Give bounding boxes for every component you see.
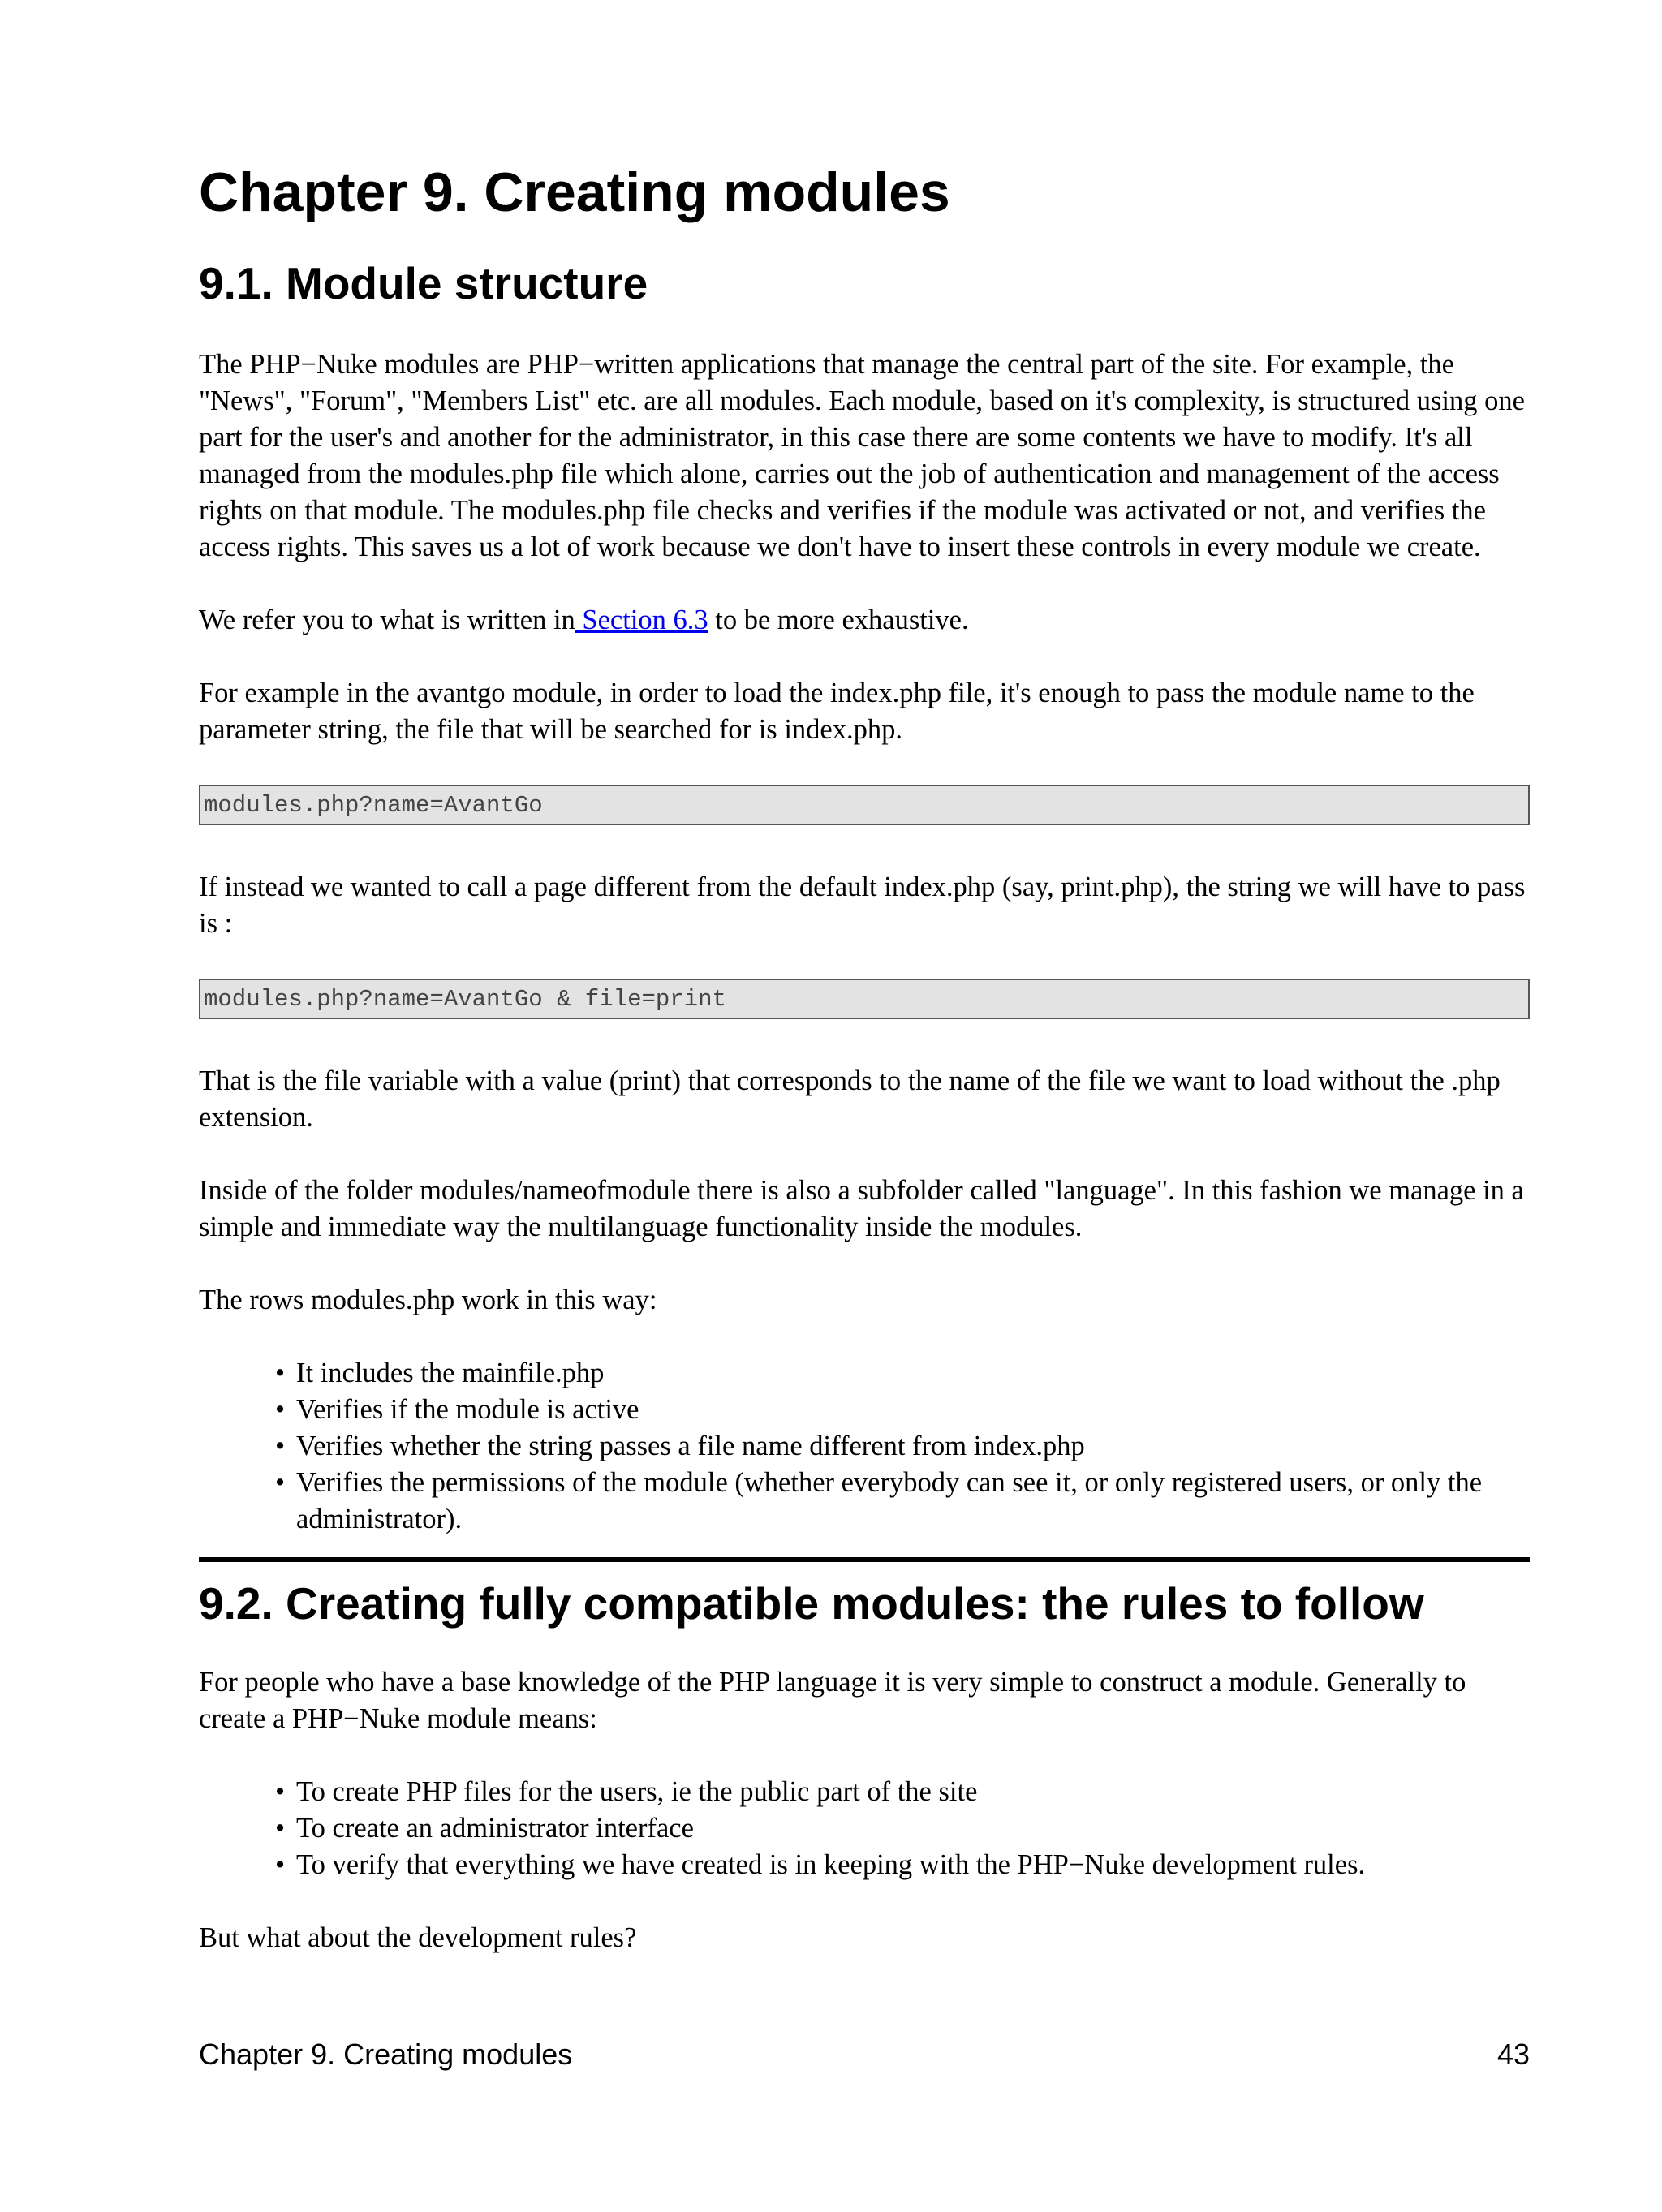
section-6-3-link[interactable]: Section 6.3 [575, 605, 708, 636]
list-item [275, 1355, 1530, 1392]
footer-chapter-title: Chapter 9. Creating modules [199, 2038, 573, 2071]
code-block-avantgo-print: modules.php?name=AvantGo & file=print [199, 979, 1530, 1019]
section-divider [199, 1557, 1530, 1562]
paragraph-base-knowledge: For people who have a base knowledge of the PHP language it is very simple to construct a module. Generally to create a PHP−Nuke module means: [199, 1666, 1466, 1734]
bullet-icon: • [275, 1431, 286, 1462]
document-page [199, 146, 1530, 1993]
paragraph-file-variable: That is the file variable with a value (print) that corresponds to the name of the file we want to load without the .php extension. [199, 1065, 1501, 1134]
list-item [275, 1847, 1530, 1883]
section-title-compatible-modules: 9.2. Creating fully compatible modules: the rules to follow [199, 1578, 1424, 1629]
chapter-title: Chapter 9. Creating modules [199, 161, 950, 223]
bullet-icon: • [275, 1812, 286, 1844]
list-item-text: It includes the mainfile.php [296, 1358, 605, 1389]
list-item [275, 1810, 1530, 1847]
paragraph-refer-section [199, 602, 1530, 639]
paragraph-different-page: If instead we wanted to call a page different from the default index.php (say, print.php), the string we will have to pass is : [199, 871, 1526, 940]
paragraph-development-rules: But what about the development rules? [199, 1922, 637, 1953]
bullet-icon: • [275, 1358, 286, 1389]
footer-page-number: 43 [1496, 2038, 1530, 2071]
list-item-text: Verifies the permissions of the module (whether everybody can see it, or only registered users, or only the administrator). [296, 1467, 1483, 1535]
paragraph-language-folder: Inside of the folder modules/nameofmodule there is also a subfolder called "language". In this fashion we manage in a simple and immediate way the multilanguage functionality inside the modules. [199, 1175, 1524, 1243]
list-item-text: Verifies whether the string passes a file name different from index.php [296, 1431, 1085, 1462]
list-item-text: To create PHP files for the users, ie the public part of the site [296, 1775, 978, 1807]
list-item [275, 1774, 1530, 1810]
bullet-icon: • [275, 1848, 286, 1880]
list-item [275, 1428, 1530, 1465]
refer-text-after: to be more exhaustive. [708, 605, 969, 636]
list-item-text: To verify that everything we have created is in keeping with the PHP−Nuke development rules. [296, 1848, 1366, 1880]
bullet-icon: • [275, 1467, 286, 1499]
module-steps-list [199, 1355, 1530, 1538]
bullet-icon: • [275, 1775, 286, 1807]
paragraph-modules-intro: The PHP−Nuke modules are PHP−written applications that manage the central part of the site. For example, the "News", "Forum", "Members List" etc. are all modules. Each module, based on it's complexity, is structured using one part for the user's and another for the administrator, in this case there are some contents we have to modify. It's all managed from the modules.php file which alone, carries out the job of authentication and management of the access rights on that module. The modules.php file checks and verifies if the module was activated or not, and verifies the access rights. This saves us a lot of work because we don't have to insert these controls in every module we create. [199, 349, 1525, 563]
refer-text: We refer you to what is written in [199, 605, 575, 636]
list-item-text: Verifies if the module is active [296, 1394, 639, 1426]
bullet-icon: • [275, 1394, 286, 1426]
list-item [275, 1392, 1530, 1428]
list-item [275, 1465, 1530, 1538]
list-item-text: To create an administrator interface [296, 1812, 694, 1844]
create-module-list [199, 1774, 1530, 1883]
code-block-avantgo: modules.php?name=AvantGo [199, 785, 1530, 825]
section-title-module-structure: 9.1. Module structure [199, 258, 648, 309]
paragraph-avantgo-example: For example in the avantgo module, in order to load the index.php file, it's enough to pass the module name to the parameter string, the file that will be searched for is index.php. [199, 678, 1475, 746]
paragraph-rows-modules: The rows modules.php work in this way: [199, 1285, 657, 1316]
